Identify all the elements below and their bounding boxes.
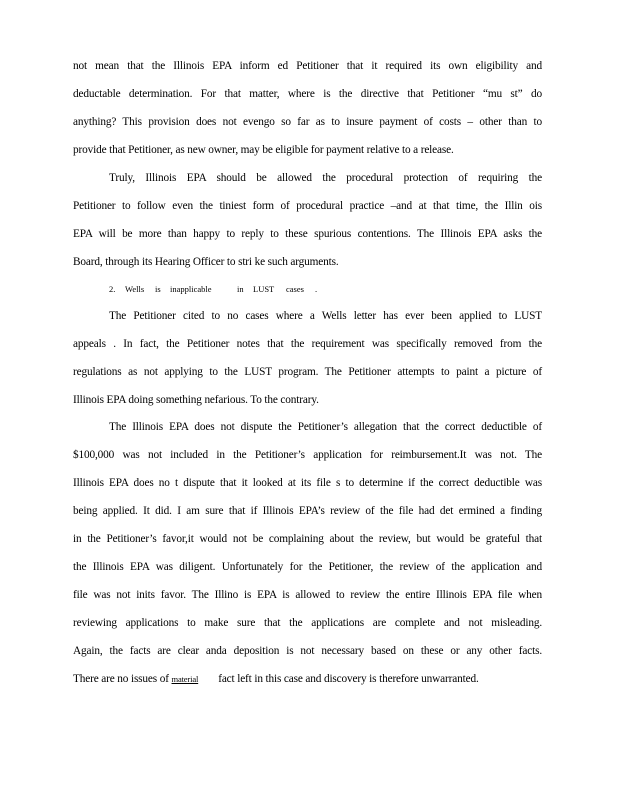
paragraph-final-line: There are no issues of material fact left in this case and discovery is therefore unwarranted. [73,673,479,685]
section-heading: 2. Wells is inapplicable in LUST cases . [109,284,318,294]
paragraph-line: in the Petitioner’s favor,it would not be complaining about the review, but would be grateful that [73,533,542,545]
paragraph-line: the Illinois EPA was diligent. Unfortunately for the Petitioner, the review of the application and [73,561,542,573]
paragraph-line: Truly, Illinois EPA should be allowed the procedural protection of requiring the [109,172,542,184]
paragraph-line: deductable determination. For that matter, where is the directive that Petitioner “mu st” do [73,88,542,100]
paragraph-line: appeals . In fact, the Petitioner notes that the requirement was specifically removed from the [73,338,542,350]
paragraph-line: anything? This provision does not evengo so far as to insure payment of costs – other than to [73,116,542,128]
paragraph-line: provide that Petitioner, as new owner, may be eligible for payment relative to a release. [73,144,454,156]
paragraph-line: reviewing applications to make sure that the applications are complete and not misleading. [73,617,542,629]
paragraph-line: being applied. It did. I am sure that if Illinois EPA’s review of the file had det ermined a finding [73,505,542,517]
paragraph-line: file was not inits favor. The Illino is EPA is allowed to review the entire Illinois EPA file when [73,589,542,601]
paragraph-line: The Petitioner cited to no cases where a Wells letter has ever been applied to LUST [109,310,542,322]
heading-number: 2. [109,284,116,294]
underlined-word: material [171,674,199,684]
paragraph-line: EPA will be more than happy to reply to these spurious contentions. The Illinois EPA asks the [73,228,542,240]
paragraph-line: not mean that the Illinois EPA inform ed Petitioner that it required its own eligibility and [73,60,542,72]
paragraph-line: Illinois EPA does no t dispute that it looked at its file s to determine if the correct deductible was [73,477,542,489]
paragraph-line: The Illinois EPA does not dispute the Petitioner’s allegation that the correct deductible of [109,421,542,433]
paragraph-line: Board, through its Hearing Officer to stri ke such arguments. [73,256,339,268]
paragraph-line: regulations as not applying to the LUST program. The Petitioner attempts to paint a picture of [73,366,542,378]
paragraph-line: $100,000 was not included in the Petitioner’s application for reimbursement.It was not. The [73,449,542,461]
paragraph-line: Illinois EPA doing something nefarious. To the contrary. [73,394,319,406]
paragraph-line: Again, the facts are clear anda deposition is not necessary based on these or any other facts. [73,645,542,657]
paragraph-line: Petitioner to follow even the tiniest form of procedural practice –and at that time, the Illin ois [73,200,542,212]
